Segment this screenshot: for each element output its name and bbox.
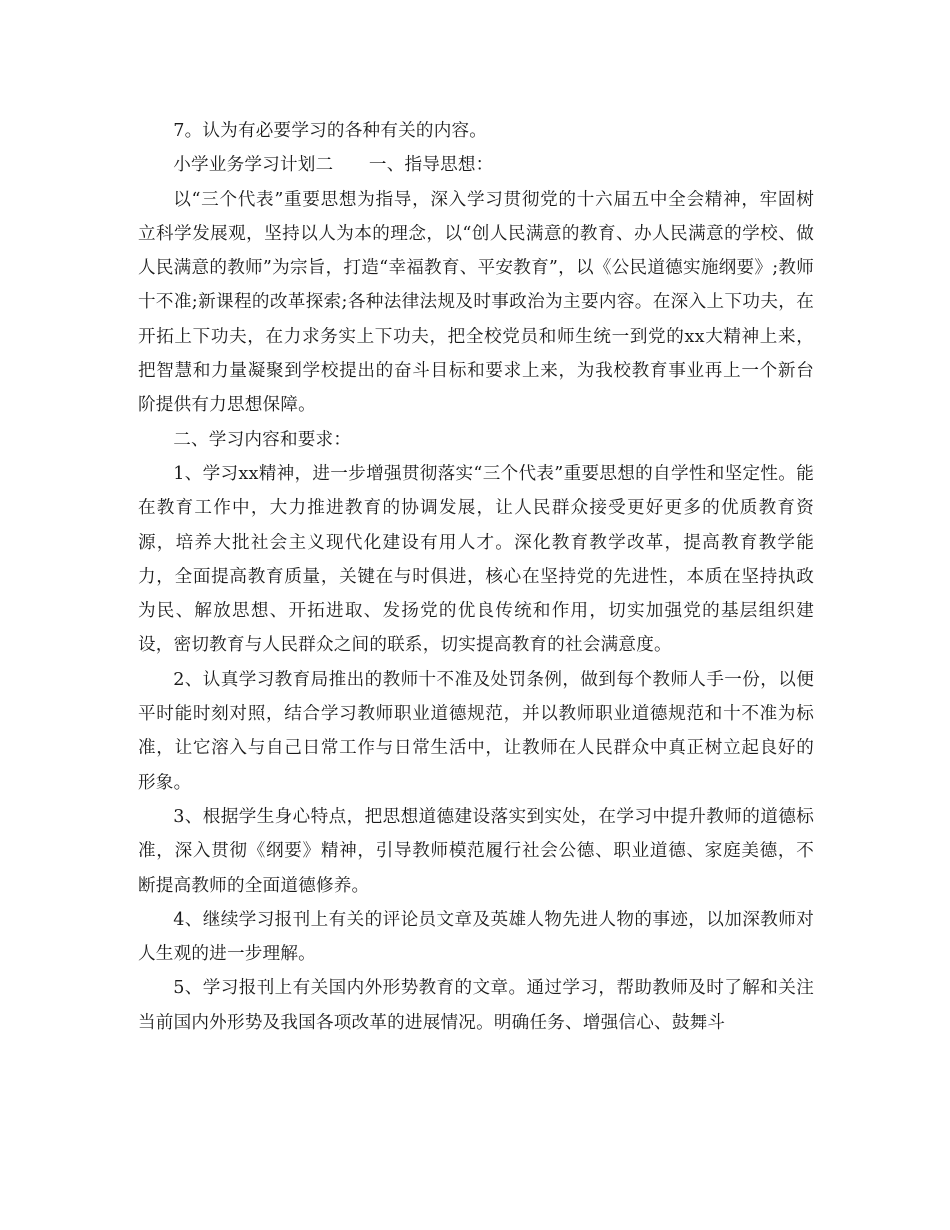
paragraph-item-3: 3、根据学生身心特点，把思想道德建设落实到实处，在学习中提升教师的道德标准，深入贯彻《纲要》精神，引导教师模范履行社会公德、职业道德、家庭美德，不断提高教师的全面道德修养。 xyxy=(138,806,814,896)
paragraph-item-7: 7。认为有必要学习的各种有关的内容。 xyxy=(173,121,488,141)
section-heading-plan-two: 小学业务学习计划二 一、指导思想： xyxy=(173,155,494,176)
section-heading-content-requirements: 二、学习内容和要求： xyxy=(173,429,352,450)
paragraph-item-4: 4、继续学习报刊上有关的评论员文章及英雄人物先进人物的事迹，以加深教师对人生观的进一步理解。 xyxy=(138,909,814,965)
document-body xyxy=(138,114,814,1040)
paragraph-guiding-thought: 以“三个代表”重要思想为指导，深入学习贯彻党的十六届五中全会精神，牢固树立科学发展观，坚持以人为本的理念，以“创人民满意的教育、办人民满意的学校、做人民满意的教师”为宗旨，打造“幸福教育、平安教育”，以《公民道德实施纲要》;教师十不准;新课程的改革探索;各种法律法规及时事政治为主要内容。在深入上下功夫，在开拓上下功夫，在力求务实上下功夫，把全校党员和师生统一到党的xx大精神上来，把智慧和力量凝聚到学校提出的奋斗目标和要求上来，为我校教育事业再上一个新台阶提供有力思想保障。 xyxy=(138,189,814,416)
paragraph-item-5: 5、学习报刊上有关国内外形势教育的文章。通过学习，帮助教师及时了解和关注当前国内外形势及我国各项改革的进展情况。明确任务、增强信心、鼓舞斗 xyxy=(138,978,814,1033)
paragraph-item-2: 2、认真学习教育局推出的教师十不准及处罚条例，做到每个教师人手一份，以便平时能时刻对照，结合学习教师职业道德规范，并以教师职业道德规范和十不准为标准，让它溶入与自己日常工作与日常生活中，让教师在人民群众中真正树立起良好的形象。 xyxy=(138,669,814,793)
paragraph-item-1: 1、学习xx精神，进一步增强贯彻落实“三个代表”重要思想的自学性和坚定性。能在教育工作中，大力推进教育的协调发展，让人民群众接受更好更多的优质教育资源，培养大批社会主义现代化建设有用人才。深化教育教学改革，提高教育教学能力，全面提高教育质量，关键在与时俱进，核心在坚持党的先进性，本质在坚持执政为民、解放思想、开拓进取、发扬党的优良传统和作用，切实加强党的基层组织建设，密切教育与人民群众之间的联系，切实提高教育的社会满意度。 xyxy=(138,463,814,656)
